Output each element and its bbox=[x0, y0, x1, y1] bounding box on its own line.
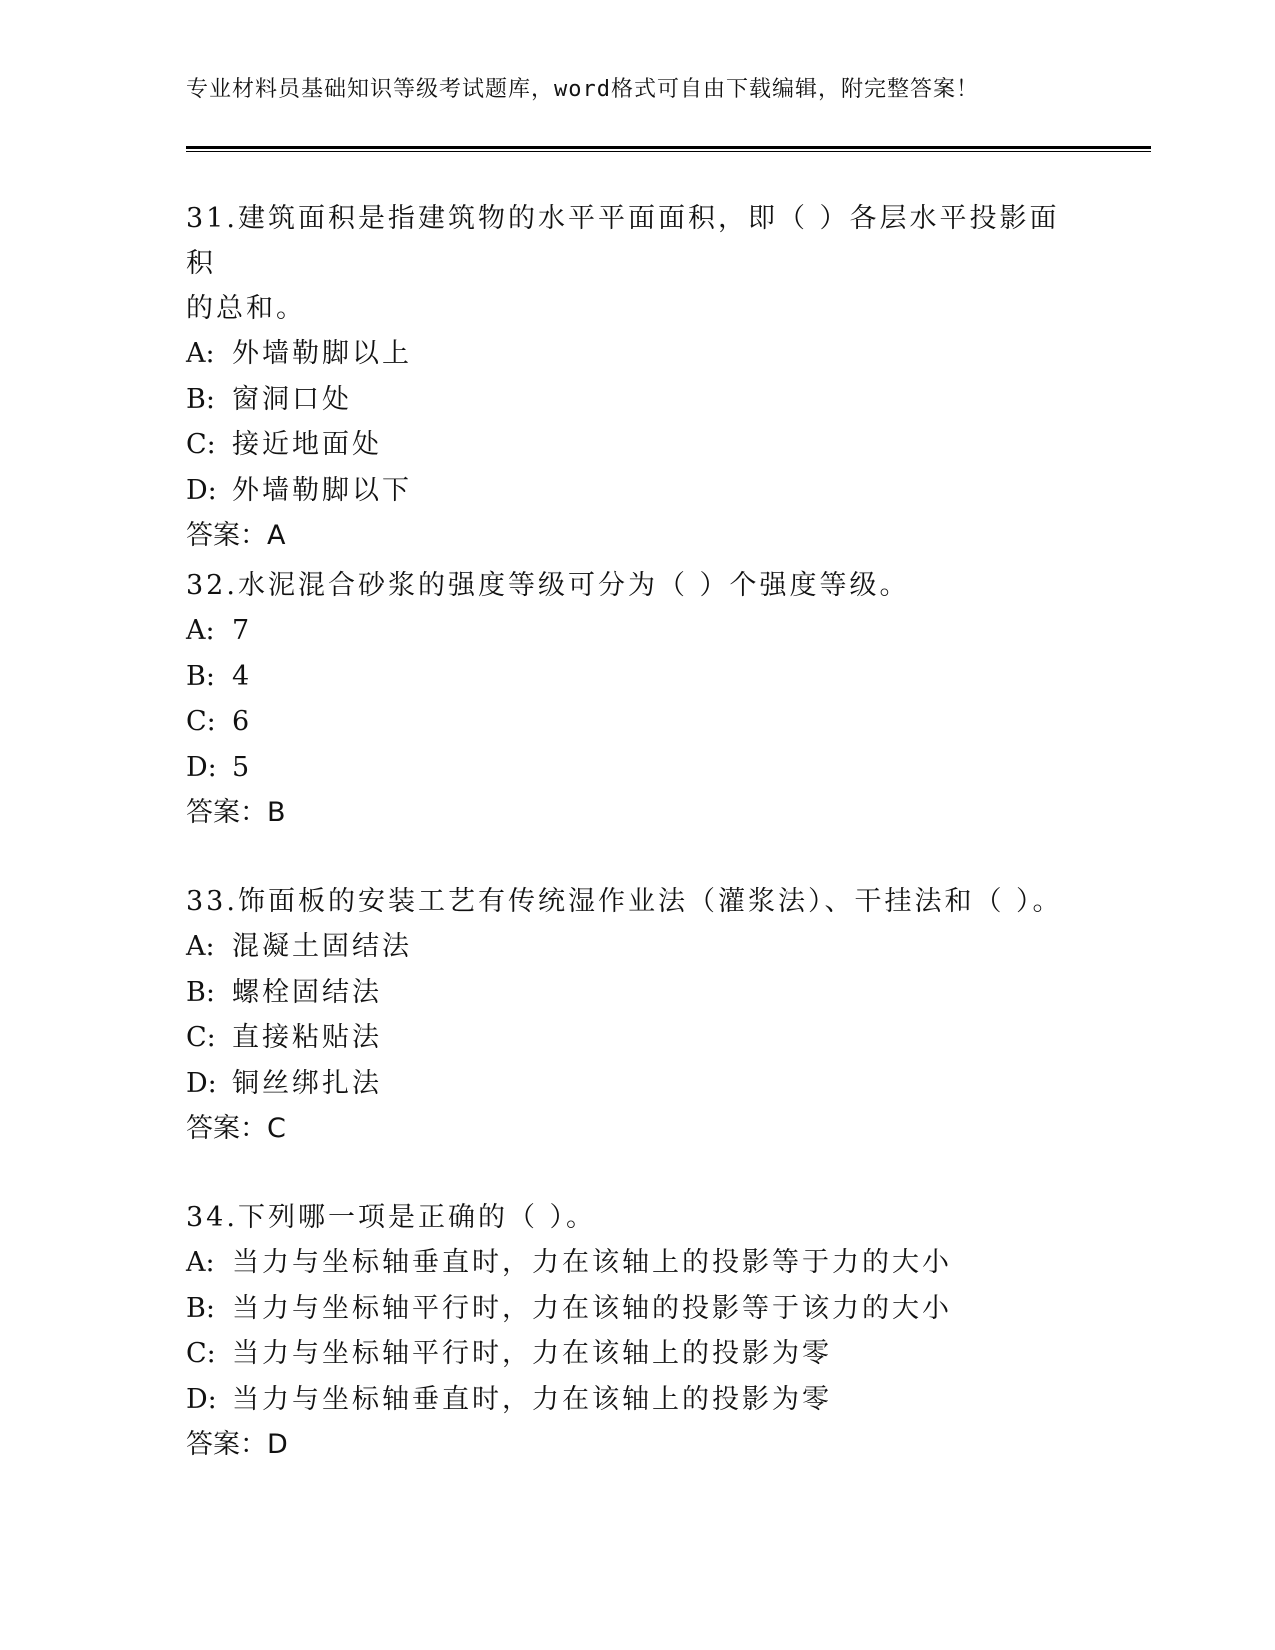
option-letter: A: bbox=[186, 931, 215, 962]
question-stem bbox=[186, 879, 1086, 924]
option-letter: D: bbox=[186, 1383, 217, 1415]
option-letter: A: bbox=[186, 1247, 215, 1278]
option-letter: C: bbox=[186, 1022, 216, 1053]
question-34 bbox=[186, 1195, 1086, 1468]
option-c bbox=[186, 422, 1086, 468]
option-letter: B: bbox=[186, 660, 215, 692]
option-a bbox=[186, 1240, 1086, 1286]
option-text: 外墙勒脚以上 bbox=[232, 338, 412, 369]
answer-line: 答案：A bbox=[186, 520, 286, 551]
option-a bbox=[186, 924, 1086, 970]
question-stem-line1: 34.下列哪一项是正确的（ ）。 bbox=[186, 1202, 597, 1233]
option-b bbox=[186, 970, 1086, 1016]
answer-line: 答案：D bbox=[186, 1429, 288, 1460]
option-text: 4 bbox=[232, 660, 253, 692]
option-text: 外墙勒脚以下 bbox=[232, 474, 412, 506]
option-letter: B: bbox=[186, 976, 215, 1008]
option-letter: A: bbox=[186, 615, 215, 646]
question-stem-line1: 33.饰面板的安装工艺有传统湿作业法（灌浆法）、干挂法和（ ）。 bbox=[186, 886, 1063, 917]
option-c bbox=[186, 699, 1086, 745]
option-text: 铜丝绑扎法 bbox=[232, 1067, 382, 1099]
question-32 bbox=[186, 563, 1086, 836]
option-text: 混凝土固结法 bbox=[232, 931, 412, 962]
option-text: 当力与坐标轴平行时，力在该轴的投影等于该力的大小 bbox=[232, 1292, 952, 1324]
option-c bbox=[186, 1331, 1086, 1377]
answer-line: 答案：B bbox=[186, 797, 286, 828]
option-letter: D: bbox=[186, 474, 217, 506]
option-letter: C: bbox=[186, 706, 216, 737]
question-31 bbox=[186, 196, 1086, 559]
option-letter: B: bbox=[186, 1292, 215, 1324]
option-d bbox=[186, 1061, 1086, 1107]
option-d bbox=[186, 468, 1086, 514]
option-text: 螺栓固结法 bbox=[232, 976, 382, 1008]
question-stem-line1: 32.水泥混合砂浆的强度等级可分为（ ）个强度等级。 bbox=[186, 570, 910, 601]
question-stem bbox=[186, 196, 1086, 331]
option-b bbox=[186, 1286, 1086, 1332]
header-rule-thin bbox=[186, 151, 1151, 152]
answer-line: 答案：C bbox=[186, 1113, 286, 1144]
question-stem-line2: 的总和。 bbox=[186, 293, 306, 324]
question-stem bbox=[186, 563, 1086, 608]
question-33 bbox=[186, 879, 1086, 1152]
option-a bbox=[186, 331, 1086, 377]
option-d bbox=[186, 1377, 1086, 1423]
option-b bbox=[186, 377, 1086, 423]
option-c bbox=[186, 1015, 1086, 1061]
option-text: 当力与坐标轴垂直时，力在该轴上的投影等于力的大小 bbox=[232, 1247, 952, 1278]
option-a bbox=[186, 608, 1086, 654]
option-text: 6 bbox=[232, 706, 253, 737]
option-letter: D: bbox=[186, 1067, 217, 1099]
question-stem-line1: 31.建筑面积是指建筑物的水平平面面积，即（ ）各层水平投影面积 bbox=[186, 203, 1060, 279]
header-rule-thick bbox=[186, 146, 1151, 149]
option-text: 直接粘贴法 bbox=[232, 1022, 382, 1053]
option-text: 当力与坐标轴平行时，力在该轴上的投影为零 bbox=[232, 1338, 832, 1369]
option-letter: C: bbox=[186, 429, 216, 460]
option-b bbox=[186, 654, 1086, 700]
option-d bbox=[186, 745, 1086, 791]
page-header: 专业材料员基础知识等级考试题库，word格式可自由下载编辑，附完整答案！ bbox=[186, 77, 979, 102]
option-text: 当力与坐标轴垂直时，力在该轴上的投影为零 bbox=[232, 1383, 832, 1415]
option-text: 5 bbox=[232, 751, 253, 783]
option-text: 接近地面处 bbox=[232, 429, 382, 460]
option-text: 窗洞口处 bbox=[232, 383, 352, 415]
option-letter: A: bbox=[186, 338, 215, 369]
option-letter: D: bbox=[186, 751, 217, 783]
question-stem bbox=[186, 1195, 1086, 1240]
option-letter: C: bbox=[186, 1338, 216, 1369]
option-text: 7 bbox=[232, 615, 253, 646]
option-letter: B: bbox=[186, 383, 215, 415]
